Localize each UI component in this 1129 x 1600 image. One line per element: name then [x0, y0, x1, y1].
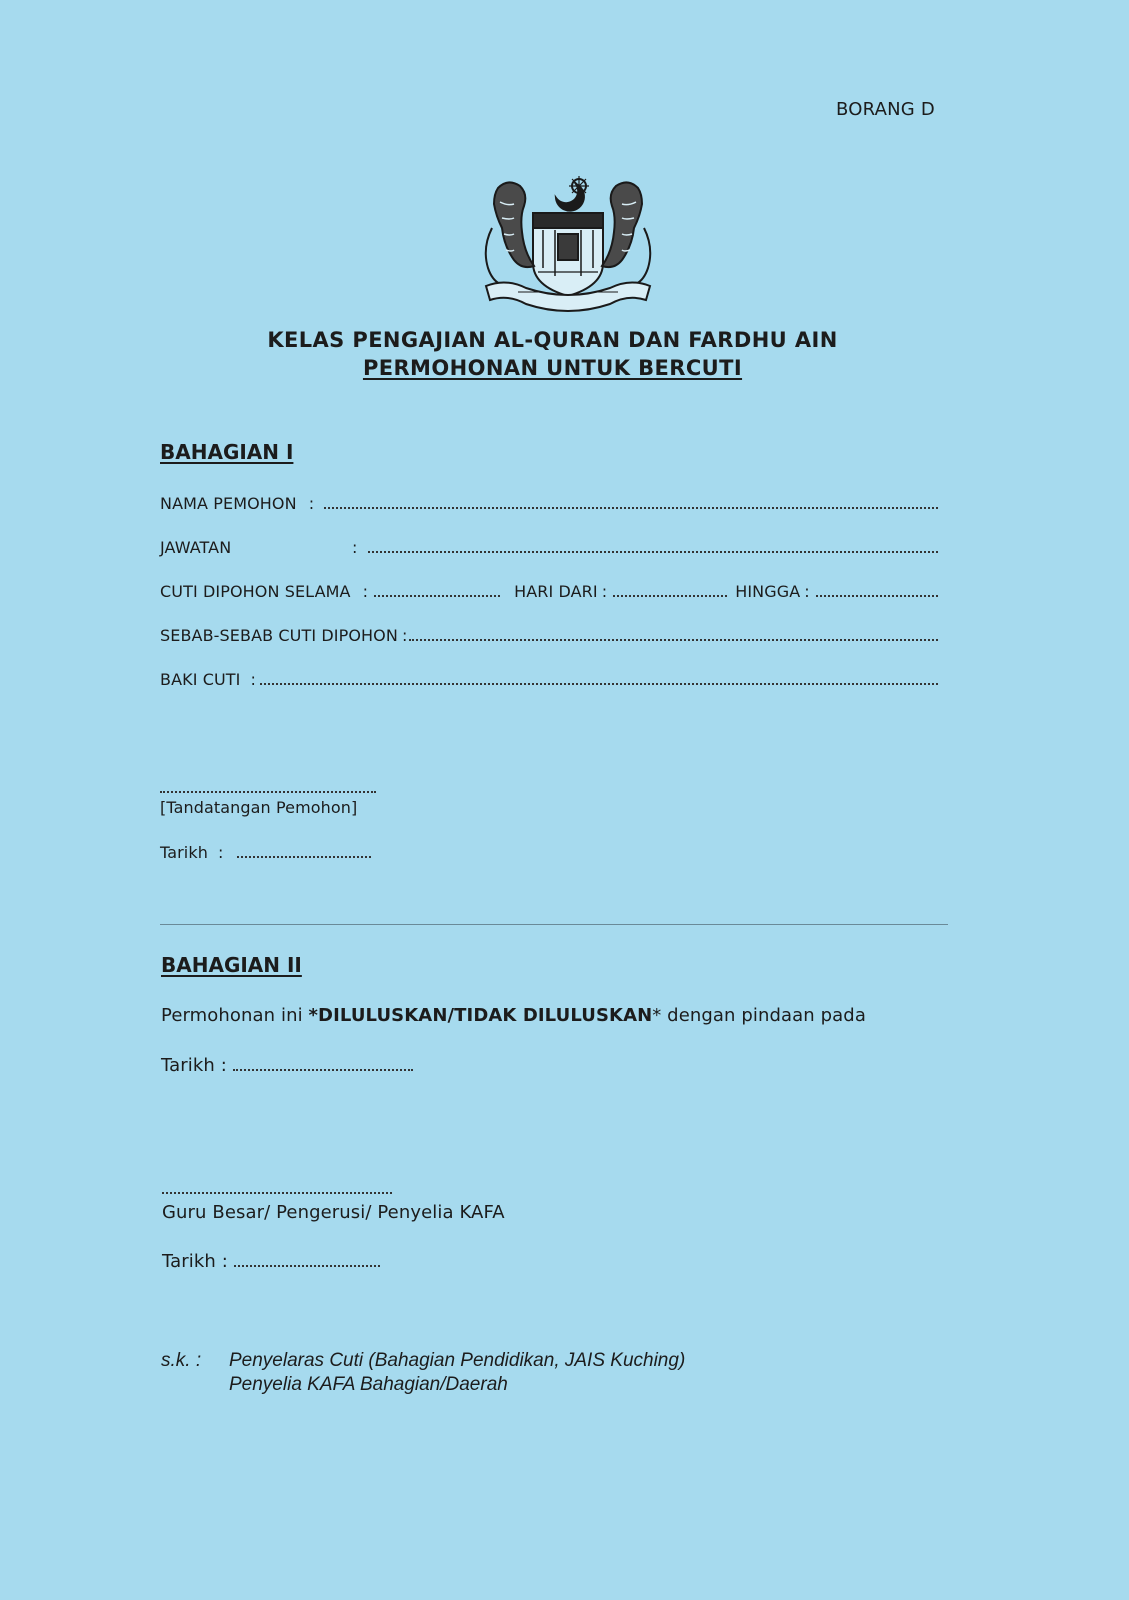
position-row: [160, 537, 938, 557]
from-field[interactable]: [613, 581, 727, 597]
applicant-date-label: Tarikh: [160, 843, 208, 862]
reason-colon: :: [401, 626, 408, 645]
from-colon: :: [601, 582, 608, 601]
form-subtitle-text: PERMOHONAN UNTUK BERCUTI: [362, 356, 743, 380]
leave-duration-label: CUTI DIPOHON SELAMA: [160, 582, 351, 601]
name-field[interactable]: [324, 493, 938, 509]
position-label: JAWATAN: [160, 538, 232, 557]
leave-duration-row: [160, 581, 938, 601]
malaysia-coat-of-arms-icon: [478, 168, 658, 318]
approver-date-field[interactable]: [234, 1251, 380, 1267]
approval-status-options: *DILULUSKAN/TIDAK DILULUSKAN: [308, 1005, 653, 1026]
approver-date-row: [162, 1251, 380, 1272]
approval-statement: [161, 1005, 866, 1026]
balance-row: [160, 669, 938, 689]
name-colon: :: [308, 494, 315, 513]
balance-field[interactable]: [260, 669, 938, 685]
approver-signature-field[interactable]: [162, 1182, 392, 1194]
form-title: KELAS PENGAJIAN AL-QURAN DAN FARDHU AIN: [267, 328, 838, 352]
section-divider: [160, 924, 948, 925]
from-label: HARI DARI: [514, 582, 598, 601]
leave-duration-colon: :: [362, 582, 369, 601]
reason-field[interactable]: [409, 625, 938, 641]
cc-line2: Penyelia KAFA Bahagian/Daerah: [229, 1374, 508, 1395]
applicant-date-row: [160, 842, 371, 862]
part2-heading: BAHAGIAN II: [161, 953, 302, 977]
cc-label: s.k. :: [161, 1350, 202, 1371]
name-label: NAMA PEMOHON: [160, 494, 297, 513]
leave-duration-field[interactable]: [374, 581, 500, 597]
position-field[interactable]: [368, 537, 939, 553]
approver-caption: Guru Besar/ Pengerusi/ Penyelia KAFA: [162, 1202, 505, 1223]
until-field[interactable]: [816, 581, 938, 597]
approval-date-row: [161, 1055, 413, 1076]
form-code: BORANG D: [836, 99, 935, 120]
until-colon: :: [804, 582, 810, 601]
applicant-signature-caption: [Tandatangan Pemohon]: [160, 798, 358, 817]
reason-row: [160, 625, 938, 645]
balance-label: BAKI CUTI: [160, 670, 241, 689]
approval-statement-suffix: * dengan pindaan pada: [652, 1005, 866, 1026]
applicant-date-colon: :: [217, 843, 224, 862]
balance-colon: :: [250, 670, 256, 689]
part1-heading: BAHAGIAN I: [160, 440, 294, 464]
applicant-date-field[interactable]: [237, 842, 371, 858]
approval-date-label: Tarikh :: [161, 1055, 227, 1076]
cc-line1: Penyelaras Cuti (Bahagian Pendidikan, JAIS Kuching): [229, 1350, 686, 1371]
form-subtitle: [0, 356, 1105, 380]
until-label: HINGGA: [735, 582, 801, 601]
approval-statement-prefix: Permohonan ini: [161, 1005, 309, 1026]
name-row: [160, 493, 938, 513]
applicant-signature-field[interactable]: [160, 781, 376, 793]
approver-date-label: Tarikh :: [162, 1251, 228, 1272]
approval-date-field[interactable]: [233, 1055, 413, 1071]
reason-label: SEBAB-SEBAB CUTI DIPOHON: [160, 626, 398, 645]
position-colon: :: [352, 538, 358, 557]
